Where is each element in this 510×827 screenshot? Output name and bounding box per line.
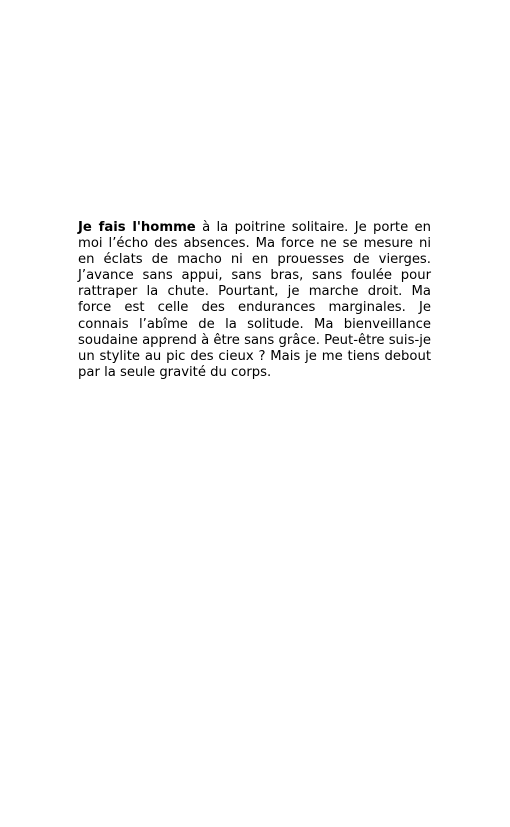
paragraph	[78, 220, 431, 381]
lead-phrase: Je fais l'homme	[78, 220, 196, 235]
paragraph-body: à la poitrine solitaire. Je porte en moi l’écho des absences. Ma force ne se mesure ni en éclats de macho ni en prouesses de vierges. J’avance sans appui, sans bras, sans foulée pour rattraper la chute. Pourtant, je marche droit. Ma force est celle des endurances marginales. Je connais l’abîme de la solitude. Ma bienveillance soudaine apprend à être sans grâce. Peut-être suis-je un stylite au pic des cieux ? Mais je me tiens debout par la seule gravité du corps.	[78, 220, 431, 380]
